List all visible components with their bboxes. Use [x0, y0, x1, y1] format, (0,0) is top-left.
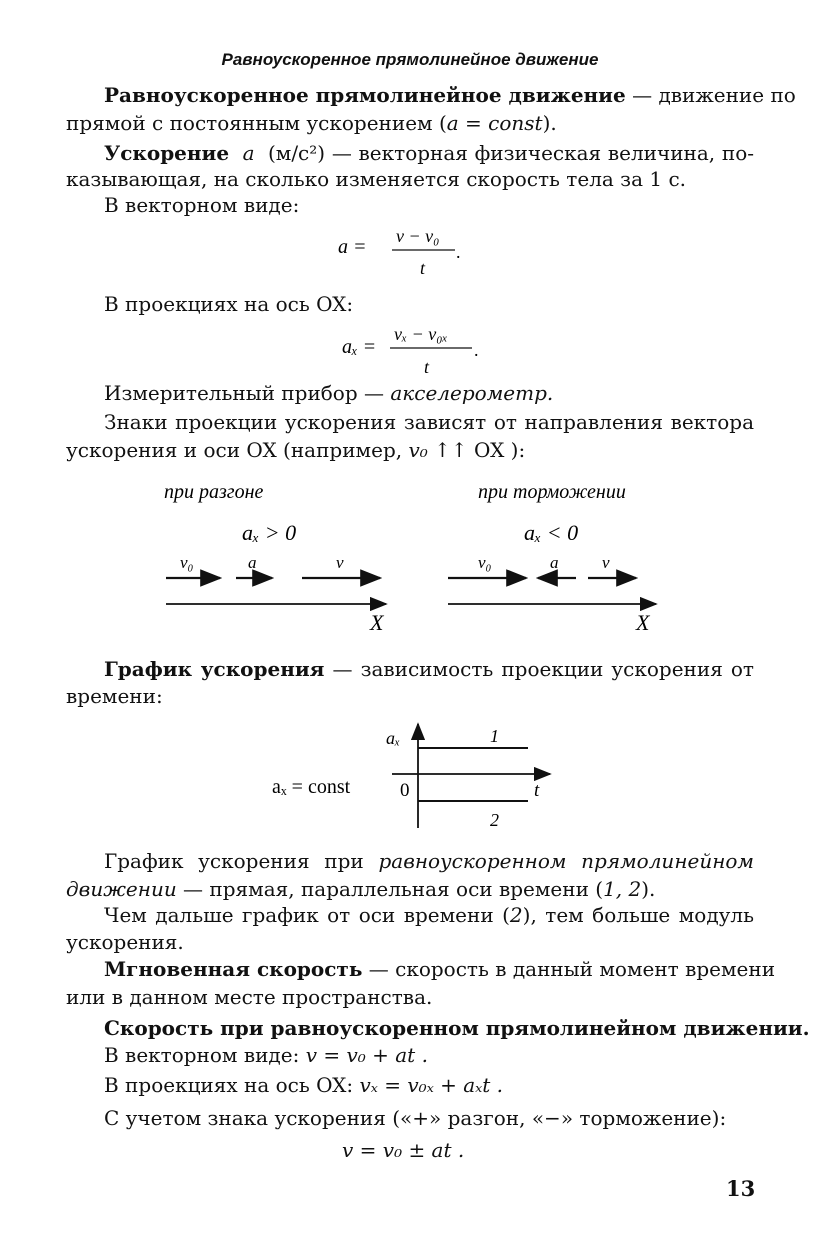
x-axis-label: t [534, 780, 540, 801]
farther-para-line2: ускорения. [66, 930, 184, 954]
velocity-projection-line: В проекциях на ось OX: vₓ = v₀ₓ + aₓt . [104, 1073, 504, 1097]
definition-acceleration-line2: казывающая, на сколько изменяется скорость тела за 1 с. [66, 167, 687, 191]
condition-negative: aₓ < 0 [524, 520, 579, 545]
definition-uniform-motion-line1: Равноускоренное прямолинейное движение — движение по [104, 83, 796, 107]
condition-positive: aₓ > 0 [242, 520, 297, 545]
velocity-projection-formula: vₓ = v₀ₓ + aₓt . [359, 1073, 504, 1097]
svg-text:v₀: v₀ [180, 553, 194, 572]
svg-text:vₓ − v₀ₓ: vₓ − v₀ₓ [394, 324, 448, 344]
svg-text:v − v₀: v − v₀ [396, 226, 440, 246]
line-2-label: 2 [490, 810, 499, 830]
signs-line2: ускорения и оси OX (например, v₀ ↑↑ OX ): [66, 438, 526, 462]
graph-definition-line1: График ускорения — зависимость проекции ускорения от [104, 657, 754, 681]
running-header: Равноускоренное прямолинейное движение [221, 50, 599, 69]
caption-slowing-down: при торможении [478, 481, 626, 503]
vector-form-label: В векторном виде: [104, 193, 300, 217]
velocity-sign-line: С учетом знака ускорения («+» разгон, «−» торможение): [104, 1106, 727, 1130]
svg-text:v: v [602, 553, 610, 572]
svg-text:v: v [336, 553, 344, 572]
formula-acceleration-projection [336, 318, 506, 378]
graph-para-line1: График ускорения при равноускоренном прямолинейном [104, 849, 755, 873]
instant-velocity-line2: или в данном месте пространства. [66, 985, 433, 1009]
projection-form-label: В проекциях на ось OX: [104, 292, 354, 316]
const-label: aₓ = const [272, 776, 351, 798]
farther-para-line1: Чем дальше график от оси времени (2), тем больше модуль [104, 903, 754, 927]
svg-text:a: a [550, 553, 559, 572]
instant-velocity-line1: Мгновенная скорость — скорость в данный момент времени [104, 957, 776, 981]
caption-speeding-up: при разгоне [164, 481, 264, 503]
signs-line1: Знаки проекции ускорения зависят от направления вектора [104, 410, 754, 434]
page-number: 13 [726, 1176, 756, 1201]
svg-text:t: t [424, 357, 430, 377]
svg-text:a: a [248, 553, 257, 572]
velocity-final-formula: v = v₀ ± at . [342, 1138, 465, 1162]
velocity-heading: Скорость при равноускоренном прямолинейном движении. [104, 1016, 810, 1040]
y-axis-label: aₓ [386, 728, 401, 748]
graph-para-line2: движении — прямая, параллельная оси времени (1, 2). [66, 877, 656, 901]
accelerometer-term: акселерометр. [390, 381, 554, 405]
svg-text:v₀: v₀ [478, 553, 492, 572]
svg-text:a =: a = [338, 236, 367, 258]
formula-acceleration-vector [330, 220, 490, 280]
velocity-vector-formula: v = v₀ + at . [305, 1043, 428, 1067]
svg-text:aₓ =: aₓ = [342, 336, 377, 358]
origin-label: 0 [400, 780, 410, 801]
svg-text:X: X [370, 610, 384, 635]
instrument-line: Измерительный прибор — акселерометр. [104, 381, 554, 405]
acceleration-graph [262, 718, 562, 838]
acceleration-sign-diagram [150, 476, 690, 636]
svg-text:t: t [420, 258, 426, 278]
svg-text:X: X [636, 610, 650, 635]
graph-definition-line2: времени: [66, 684, 163, 708]
velocity-vector-line: В векторном виде: v = v₀ + at . [104, 1043, 428, 1067]
svg-text:.: . [456, 242, 461, 262]
definition-acceleration-line1: Ускорение a (м/с²) — векторная физическая величина, по- [104, 141, 755, 165]
formula-const: a = const [446, 111, 543, 135]
definition-uniform-motion-line2: прямой с постоянным ускорением (a = const). [66, 111, 557, 135]
line-1-label: 1 [490, 726, 499, 746]
term-uniform-motion: Равноускоренное прямолинейное движение [104, 83, 626, 107]
svg-text:.: . [474, 340, 479, 360]
